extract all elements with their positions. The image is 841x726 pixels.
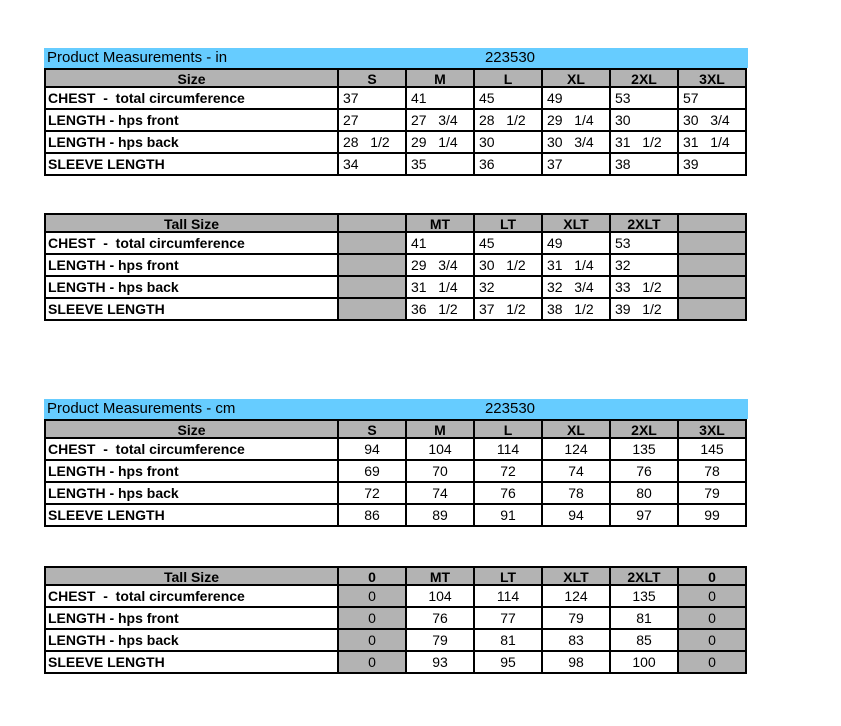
measurement-cell: 0: [339, 652, 407, 674]
measurement-cell: 76: [611, 461, 679, 483]
table-row: [44, 439, 748, 461]
measurement-cell: 0: [339, 608, 407, 630]
measurement-cell: 27 3/4: [407, 110, 475, 132]
measurement-cell: [339, 255, 407, 277]
measurement-cell: 78: [679, 461, 747, 483]
column-header: XL: [543, 68, 611, 88]
measurement-cell: [679, 299, 747, 321]
column-header: 3XL: [679, 419, 747, 439]
table-row: [44, 88, 748, 110]
column-header: M: [407, 68, 475, 88]
cm-tall-size-table: [44, 566, 748, 674]
table-row: [44, 608, 748, 630]
measurement-cell: [679, 255, 747, 277]
measurement-cell: 135: [611, 586, 679, 608]
column-header: 0: [339, 566, 407, 586]
measurement-cell: [339, 299, 407, 321]
table-row: [44, 277, 748, 299]
column-header: LT: [475, 566, 543, 586]
measurement-cell: 98: [543, 652, 611, 674]
column-header: [679, 213, 747, 233]
inch-tall-size-table: [44, 213, 748, 321]
header-row: [44, 419, 748, 439]
column-header: 2XLT: [611, 566, 679, 586]
row-label: LENGTH - hps back: [44, 483, 339, 505]
measurement-cell: 29 3/4: [407, 255, 475, 277]
row-label: CHEST - total circumference: [44, 586, 339, 608]
measurement-cell: 30: [611, 110, 679, 132]
column-header: 2XLT: [611, 213, 679, 233]
column-header: MT: [407, 213, 475, 233]
measurement-cell: 37: [543, 154, 611, 176]
row-label: LENGTH - hps back: [44, 277, 339, 299]
table-title: Product Measurements - cm: [47, 400, 236, 417]
measurement-cell: 76: [407, 608, 475, 630]
column-header: Size: [44, 419, 339, 439]
row-label: SLEEVE LENGTH: [44, 154, 339, 176]
measurement-cell: 31 1/4: [407, 277, 475, 299]
measurement-cell: [339, 277, 407, 299]
table-row: [44, 154, 748, 176]
measurement-cell: 30 3/4: [543, 132, 611, 154]
table-row: [44, 233, 748, 255]
measurement-cell: 29 1/4: [543, 110, 611, 132]
measurement-cell: 32 3/4: [543, 277, 611, 299]
measurement-cell: 79: [407, 630, 475, 652]
measurement-cell: 80: [611, 483, 679, 505]
column-header: M: [407, 419, 475, 439]
row-label: SLEEVE LENGTH: [44, 505, 339, 527]
measurement-cell: 99: [679, 505, 747, 527]
measurement-cell: 31 1/4: [543, 255, 611, 277]
measurement-cell: 41: [407, 233, 475, 255]
row-label: LENGTH - hps front: [44, 110, 339, 132]
measurement-cell: 27: [339, 110, 407, 132]
measurement-cell: 95: [475, 652, 543, 674]
column-header: S: [339, 419, 407, 439]
measurement-cell: 81: [611, 608, 679, 630]
measurement-cell: 89: [407, 505, 475, 527]
header-row: [44, 68, 748, 88]
measurement-cell: 45: [475, 233, 543, 255]
measurement-cell: 53: [611, 88, 679, 110]
column-header: XLT: [543, 566, 611, 586]
measurement-cell: 49: [543, 233, 611, 255]
measurement-cell: 28 1/2: [339, 132, 407, 154]
row-label: LENGTH - hps front: [44, 255, 339, 277]
cm-measurements-table: [44, 399, 748, 527]
row-label: LENGTH - hps front: [44, 461, 339, 483]
measurement-cell: 49: [543, 88, 611, 110]
table-title-bar: [44, 48, 748, 68]
measurement-cell: 85: [611, 630, 679, 652]
measurement-cell: 79: [679, 483, 747, 505]
column-header: 2XL: [611, 68, 679, 88]
measurement-cell: 81: [475, 630, 543, 652]
measurement-cell: 91: [475, 505, 543, 527]
measurement-cell: 94: [339, 439, 407, 461]
measurement-cell: 38 1/2: [543, 299, 611, 321]
column-header: [339, 213, 407, 233]
measurement-cell: 74: [407, 483, 475, 505]
measurement-cell: 104: [407, 586, 475, 608]
measurement-cell: 32: [475, 277, 543, 299]
measurement-cell: [339, 233, 407, 255]
column-header: Tall Size: [44, 566, 339, 586]
table-row: [44, 505, 748, 527]
measurement-cell: 34: [339, 154, 407, 176]
measurement-cell: 100: [611, 652, 679, 674]
measurement-cell: 94: [543, 505, 611, 527]
measurement-cell: 30: [475, 132, 543, 154]
measurement-cell: 0: [339, 630, 407, 652]
style-code: 223530: [484, 49, 536, 66]
table-row: [44, 255, 748, 277]
measurement-cell: 124: [543, 586, 611, 608]
column-header: Size: [44, 68, 339, 88]
measurement-cell: 32: [611, 255, 679, 277]
row-label: CHEST - total circumference: [44, 233, 339, 255]
measurement-cell: 74: [543, 461, 611, 483]
header-row: [44, 213, 748, 233]
table-row: [44, 132, 748, 154]
column-header: 0: [679, 566, 747, 586]
measurement-cell: 37: [339, 88, 407, 110]
measurement-cell: 33 1/2: [611, 277, 679, 299]
header-row: [44, 566, 748, 586]
measurement-cell: 83: [543, 630, 611, 652]
table-row: [44, 652, 748, 674]
table-row: [44, 630, 748, 652]
row-label: LENGTH - hps back: [44, 132, 339, 154]
table-row: [44, 483, 748, 505]
table-row: [44, 461, 748, 483]
row-label: LENGTH - hps front: [44, 608, 339, 630]
style-code: 223530: [484, 400, 536, 417]
measurement-cell: 114: [475, 439, 543, 461]
measurement-cell: 72: [339, 483, 407, 505]
measurement-cell: 86: [339, 505, 407, 527]
column-header: LT: [475, 213, 543, 233]
row-label: CHEST - total circumference: [44, 439, 339, 461]
measurement-cell: [679, 233, 747, 255]
measurement-cell: 53: [611, 233, 679, 255]
measurement-cell: 30 1/2: [475, 255, 543, 277]
measurement-cell: 104: [407, 439, 475, 461]
column-header: 2XL: [611, 419, 679, 439]
measurement-cell: 124: [543, 439, 611, 461]
table-title-bar: [44, 399, 748, 419]
measurement-cell: 114: [475, 586, 543, 608]
measurement-cell: 0: [679, 586, 747, 608]
inch-measurements-table: [44, 48, 748, 176]
measurement-cell: 135: [611, 439, 679, 461]
measurement-cell: 145: [679, 439, 747, 461]
measurement-cell: 78: [543, 483, 611, 505]
measurement-cell: 70: [407, 461, 475, 483]
measurement-cell: 93: [407, 652, 475, 674]
measurement-cell: 37 1/2: [475, 299, 543, 321]
measurement-cell: 36 1/2: [407, 299, 475, 321]
measurement-cell: 28 1/2: [475, 110, 543, 132]
column-header: MT: [407, 566, 475, 586]
measurement-cell: 69: [339, 461, 407, 483]
table-title: Product Measurements - in: [47, 49, 228, 66]
measurement-cell: 38: [611, 154, 679, 176]
row-label: SLEEVE LENGTH: [44, 299, 339, 321]
table-row: [44, 586, 748, 608]
measurement-cell: 72: [475, 461, 543, 483]
measurement-cell: 0: [679, 652, 747, 674]
column-header: L: [475, 419, 543, 439]
measurement-cell: 0: [339, 586, 407, 608]
measurement-cell: 0: [679, 608, 747, 630]
measurement-cell: 39: [679, 154, 747, 176]
measurement-cell: 36: [475, 154, 543, 176]
column-header: 3XL: [679, 68, 747, 88]
column-header: XLT: [543, 213, 611, 233]
column-header: L: [475, 68, 543, 88]
table-row: [44, 110, 748, 132]
measurement-cell: 41: [407, 88, 475, 110]
column-header: Tall Size: [44, 213, 339, 233]
column-header: XL: [543, 419, 611, 439]
row-label: LENGTH - hps back: [44, 630, 339, 652]
row-label: SLEEVE LENGTH: [44, 652, 339, 674]
measurement-cell: 30 3/4: [679, 110, 747, 132]
measurement-cell: 45: [475, 88, 543, 110]
measurement-cell: 35: [407, 154, 475, 176]
measurement-cell: 0: [679, 630, 747, 652]
measurement-cell: 29 1/4: [407, 132, 475, 154]
measurement-cell: 39 1/2: [611, 299, 679, 321]
measurement-cell: 31 1/4: [679, 132, 747, 154]
measurement-cell: 57: [679, 88, 747, 110]
row-label: CHEST - total circumference: [44, 88, 339, 110]
measurement-cell: 31 1/2: [611, 132, 679, 154]
measurement-cell: 76: [475, 483, 543, 505]
measurement-cell: 77: [475, 608, 543, 630]
column-header: S: [339, 68, 407, 88]
measurement-cell: 97: [611, 505, 679, 527]
measurement-cell: [679, 277, 747, 299]
measurement-cell: 79: [543, 608, 611, 630]
table-row: [44, 299, 748, 321]
